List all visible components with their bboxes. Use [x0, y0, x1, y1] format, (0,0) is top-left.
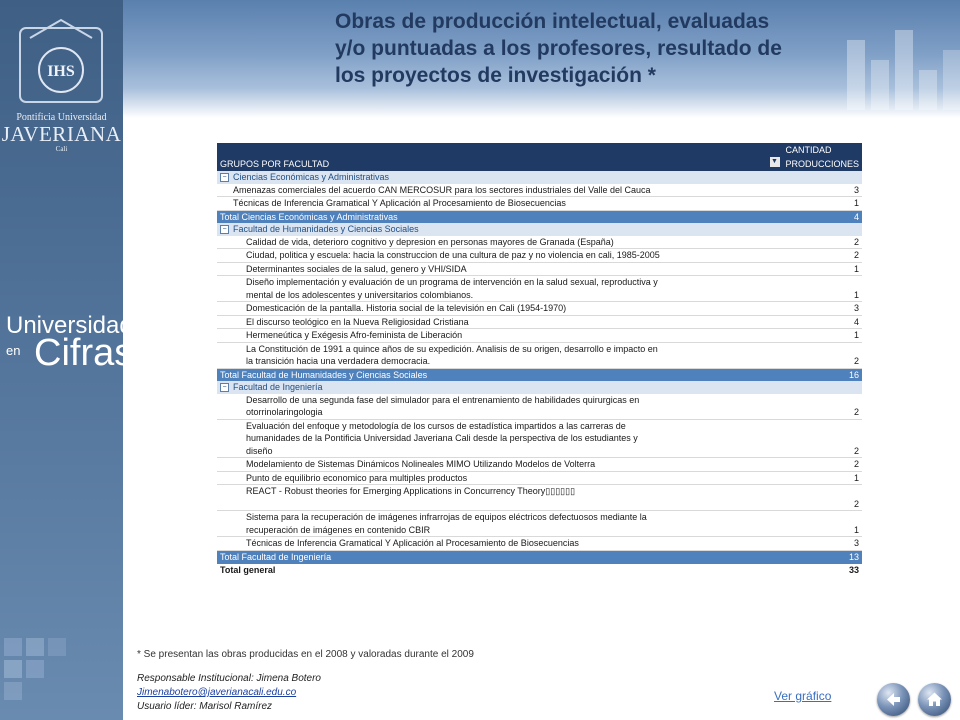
group-label: Facultad de Humanidades y Ciencias Sociales — [233, 224, 419, 234]
table-row — [217, 524, 862, 537]
decorative-bars — [843, 10, 960, 110]
table-row — [217, 511, 862, 524]
decorative-tiles — [0, 630, 123, 720]
group-total-label: Total Facultad de Humanidades y Ciencias Sociales — [217, 368, 783, 381]
brand-cifras: Cifras — [34, 332, 134, 374]
item-value-cell: 2 — [783, 458, 863, 472]
item-title-cell: Punto de equilibrio economico para multiples productos — [217, 471, 783, 485]
item-value-cell: 3 — [783, 302, 863, 316]
item-value-cell: 3 — [783, 184, 863, 197]
group-total-value: 13 — [783, 550, 863, 564]
item-value-cell: 2 — [783, 236, 863, 249]
collapse-minus-icon[interactable]: − — [220, 225, 229, 234]
table-row — [217, 197, 862, 211]
item-title-cell: diseño — [217, 445, 783, 458]
table-row — [217, 329, 862, 343]
group-row[interactable] — [217, 381, 862, 394]
column-header-count: CANTIDAD PRODUCCIONES — [783, 143, 863, 171]
item-title-cell: Domesticación de la pantalla. Historia social de la televisión en Cali (1954-1970) — [217, 302, 783, 316]
email-link[interactable]: Jimenabotero@javerianacali.edu.co — [137, 687, 297, 698]
table-row — [217, 458, 862, 472]
group-total-row — [217, 210, 862, 223]
group-label: Facultad de Ingeniería — [233, 382, 323, 392]
item-value-cell: 1 — [783, 262, 863, 276]
responsible-line: Responsable Institucional: Jimena Botero — [137, 673, 321, 684]
item-value-cell: 2 — [783, 406, 863, 419]
collapse-minus-icon[interactable]: − — [220, 173, 229, 182]
item-value-cell — [783, 511, 863, 524]
item-title-cell: Hermeneútica y Exégesis Afro-feminista de Liberación — [217, 329, 783, 343]
item-title-cell: REACT - Robust theories for Emerging Applications in Concurrency Theory▯▯▯▯▯▯ — [246, 486, 576, 496]
item-value-cell: 2 — [783, 355, 863, 368]
table-row — [217, 315, 862, 329]
group-total-label: Total Ciencias Económicas y Administrativas — [217, 210, 783, 223]
item-value-cell — [783, 485, 863, 498]
group-cell — [217, 381, 862, 394]
item-value-cell: 2 — [783, 249, 863, 263]
group-cell — [217, 223, 862, 236]
sidebar — [0, 0, 134, 720]
group-row[interactable] — [217, 223, 862, 236]
dropdown-filter-icon[interactable]: ▼ — [771, 158, 778, 165]
footnote: * Se presentan las obras producidas en el 2008 y valoradas durante el 2009 — [137, 649, 474, 660]
item-title-cell: humanidades de la Pontificia Universidad Javeriana Cali desde la perspectiva de los estudiantes y — [246, 433, 638, 443]
item-value-cell — [783, 432, 863, 445]
page-title: Obras de producción intelectual, evaluadas y/o puntuadas a los profesores, resultado de los proyectos de investigación * — [335, 10, 782, 87]
item-title-cell: recuperación de imágenes en contenido CBIR — [217, 524, 783, 537]
table-row — [217, 498, 862, 511]
item-title-cell — [217, 498, 783, 511]
svg-text:IHS: IHS — [47, 63, 75, 80]
table-row — [217, 302, 862, 316]
pivot-table — [217, 143, 862, 577]
university-crest-logo — [10, 8, 112, 108]
table-row — [217, 485, 862, 498]
item-title-cell: Determinantes sociales de la salud, genero y VHI/SIDA — [217, 262, 783, 276]
item-title-cell: otorrinolaringologia — [217, 406, 783, 419]
collapse-minus-icon[interactable]: − — [220, 383, 229, 392]
item-title-cell: Desarrollo de una segunda fase del simulador para el entrenamiento de habilidades quirurgicas en — [246, 394, 640, 405]
table-header-row — [217, 143, 862, 171]
table-row — [217, 276, 862, 289]
item-title-cell: Sistema para la recuperación de imágenes infrarrojas de equipos eléctricos defectuosos mediante la — [246, 512, 647, 522]
table-row — [217, 406, 862, 419]
item-value-cell: 1 — [783, 329, 863, 343]
item-value-cell: 2 — [783, 445, 863, 458]
home-icon — [925, 690, 944, 709]
group-label: Ciencias Económicas y Administrativas — [233, 172, 390, 182]
column-header-groups-label: GRUPOS POR FACULTAD — [220, 159, 330, 169]
group-cell — [217, 171, 862, 184]
university-city: Cali — [55, 145, 68, 153]
item-value-cell: 4 — [783, 315, 863, 329]
responsible-info — [137, 672, 321, 714]
item-title-cell: Técnicas de Inferencia Gramatical Y Aplicación al Procesamiento de Biosecuencias — [217, 537, 783, 551]
table-row — [217, 537, 862, 551]
table-row — [217, 184, 862, 197]
item-title-cell: Técnicas de Inferencia Gramatical Y Aplicación al Procesamiento de Biosecuencias — [217, 197, 783, 211]
table-row — [217, 445, 862, 458]
item-title-cell: La Constitución de 1991 a quince años de su expedición. Analisis de su origen, desarrollo e impacto en — [246, 343, 658, 354]
item-title-cell: la transición hacia una verdadera democracia. — [217, 355, 783, 368]
group-total-label: Total Facultad de Ingeniería — [217, 550, 783, 564]
grand-total-label: Total general — [217, 564, 783, 577]
item-title-cell: Ciudad, politica y escuela: hacia la construccion de una cultura de paz y no violencia en cali, 1985-2005 — [217, 249, 783, 263]
group-total-row — [217, 368, 862, 381]
item-value-cell — [783, 394, 863, 407]
back-arrow-icon — [884, 690, 903, 709]
home-button[interactable] — [918, 683, 951, 716]
item-title-cell: Amenazas comerciales del acuerdo CAN MERCOSUR para los sectores industriales del Valle del Cauca — [217, 184, 783, 197]
group-total-row — [217, 550, 862, 564]
item-value-cell: 2 — [783, 498, 863, 511]
brand-en: en — [6, 343, 21, 358]
back-button[interactable] — [877, 683, 910, 716]
item-title-cell: Modelamiento de Sistemas Dinámicos Nolineales MIMO Utilizando Modelos de Volterra — [217, 458, 783, 472]
table-row — [217, 432, 862, 445]
group-total-value: 16 — [783, 368, 863, 381]
university-name-line2: JAVERIANA — [1, 122, 122, 146]
column-header-groups[interactable] — [217, 143, 783, 171]
view-chart-link[interactable]: Ver gráfico — [774, 689, 832, 703]
item-value-cell: 3 — [783, 537, 863, 551]
brand-universidad: Universidad — [6, 312, 133, 339]
leader-line: Usuario líder: Marisol Ramírez — [137, 701, 273, 712]
table-row — [217, 355, 862, 368]
grand-total-value: 33 — [783, 564, 863, 577]
table-row — [217, 262, 862, 276]
item-title-cell: El discurso teológico en la Nueva Religiosidad Cristiana — [217, 315, 783, 329]
group-row[interactable] — [217, 171, 862, 184]
university-name-line1: Pontificia Universidad — [16, 112, 107, 123]
table-row — [217, 289, 862, 302]
table-row — [217, 471, 862, 485]
table-row — [217, 419, 862, 432]
item-title-cell: Evaluación del enfoque y metodología de los cursos de estadística impartidos a las carreras de — [246, 420, 626, 431]
item-title-cell: Calidad de vida, deterioro cognitivo y depresion en personas mayores de Granada (España) — [217, 236, 783, 249]
item-value-cell: 1 — [783, 289, 863, 302]
item-value-cell — [783, 342, 863, 355]
item-value-cell — [783, 276, 863, 289]
table-row — [217, 394, 862, 407]
grand-total-row — [217, 564, 862, 577]
group-total-value: 4 — [783, 210, 863, 223]
item-title-cell: mental de los adolescentes y universitarios colombianos. — [217, 289, 783, 302]
table-row — [217, 236, 862, 249]
table-row — [217, 249, 862, 263]
item-value-cell: 1 — [783, 524, 863, 537]
table-row — [217, 342, 862, 355]
item-value-cell: 1 — [783, 471, 863, 485]
item-value-cell — [783, 419, 863, 432]
item-title-cell: Diseño implementación y evaluación de un programa de intervención en la salud sexual, reproductiva y — [246, 277, 658, 287]
item-value-cell: 1 — [783, 197, 863, 211]
